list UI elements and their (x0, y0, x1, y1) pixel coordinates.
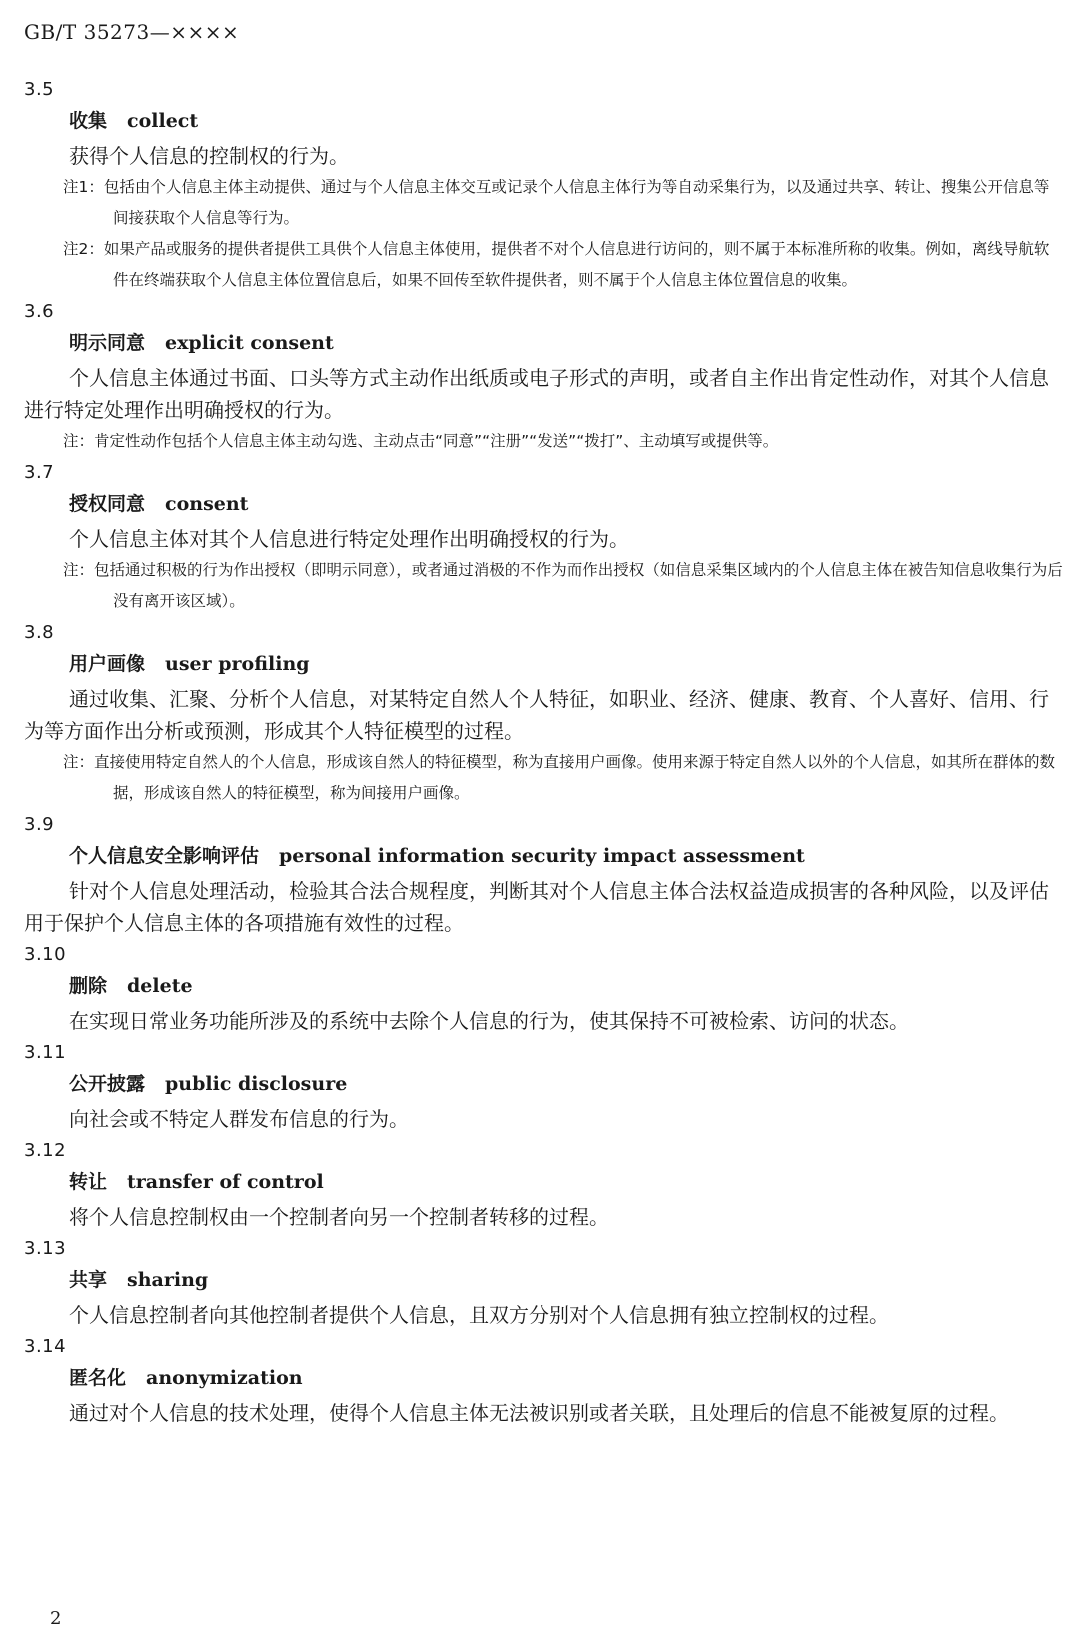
term-en: delete (127, 975, 193, 997)
note-text: 如果产品或服务的提供者提供工具供个人信息主体使用，提供者不对个人信息进行访问的，则不属于本标准所称的收集。例如，离线导航软件在终端获取个人信息主体位置信息后，如果不回传至软件提供者，则不属于个人信息主体位置信息的收集。 (103, 240, 1050, 289)
clause-number: 3.14 (24, 1336, 67, 1357)
clause-number: 3.12 (24, 1140, 67, 1161)
note-text: 肯定性动作包括个人信息主体主动勾选、主动点击“同意”“注册”“发送”“拨打”、主动填写或提供等。 (94, 432, 779, 450)
term-zh: 匿名化 (69, 1367, 127, 1389)
term-heading (24, 1169, 1064, 1197)
term-en: public disclosure (165, 1073, 348, 1095)
term-heading (24, 843, 1064, 871)
clause-number: 3.9 (24, 814, 55, 835)
term-definition: 个人信息主体通过书面、口头等方式主动作出纸质或电子形式的声明，或者自主作出肯定性动作，对其个人信息进行特定处理作出明确授权的行为。 (24, 366, 1049, 422)
definition-entry (24, 813, 1064, 943)
note-text: 包括通过积极的行为作出授权（即明示同意），或者通过消极的不作为而作出授权（如信息采集区域内的个人信息主体在被告知信息收集行为后没有离开该区域）。 (94, 561, 1063, 610)
definition-entry (24, 1335, 1064, 1433)
document-header: GB/T 35273—×××× (24, 20, 240, 44)
term-definition: 个人信息主体对其个人信息进行特定处理作出明确授权的行为。 (69, 527, 629, 551)
note-text: 包括由个人信息主体主动提供、通过与个人信息主体交互或记录个人信息主体行为等自动采集行为，以及通过共享、转让、搜集公开信息等间接获取个人信息等行为。 (103, 178, 1050, 227)
term-zh: 授权同意 (69, 493, 146, 515)
clause-number: 3.10 (24, 944, 67, 965)
term-en: personal information security impact assessment (279, 845, 805, 867)
clause-number: 3.8 (24, 622, 55, 643)
term-definition: 通过收集、汇聚、分析个人信息，对某特定自然人个人特征，如职业、经济、健康、教育、个人喜好、信用、行为等方面作出分析或预测，形成其个人特征模型的过程。 (24, 687, 1049, 743)
note-label: 注： (63, 561, 95, 579)
term-definition: 向社会或不特定人群发布信息的行为。 (69, 1107, 409, 1131)
definition-entry (24, 1041, 1064, 1139)
term-heading (24, 973, 1064, 1001)
definition-entry (24, 461, 1064, 621)
term-definition: 获得个人信息的控制权的行为。 (69, 144, 349, 168)
definition-note (24, 234, 1064, 296)
term-en: consent (165, 493, 249, 515)
definition-entry (24, 300, 1064, 461)
definition-note (24, 172, 1064, 234)
definition-note (24, 555, 1064, 617)
term-definition: 针对个人信息处理活动，检验其合法合规程度，判断其对个人信息主体合法权益造成损害的各种风险，以及评估用于保护个人信息主体的各项措施有效性的过程。 (24, 879, 1049, 935)
note-label: 注： (63, 432, 95, 450)
term-heading (24, 1365, 1064, 1393)
term-zh: 收集 (69, 110, 108, 132)
definition-entry (24, 943, 1064, 1041)
definition-entry (24, 78, 1064, 300)
term-en: user profiling (165, 653, 310, 675)
definition-entry (24, 1237, 1064, 1335)
term-heading (24, 330, 1064, 358)
definition-note (24, 747, 1064, 809)
term-heading (24, 651, 1064, 679)
term-definition: 通过对个人信息的技术处理，使得个人信息主体无法被识别或者关联，且处理后的信息不能被复原的过程。 (69, 1401, 1009, 1425)
clause-number: 3.6 (24, 301, 55, 322)
term-en: anonymization (146, 1367, 303, 1389)
clause-number: 3.5 (24, 79, 55, 100)
definitions-list (24, 78, 1064, 1433)
term-definition: 将个人信息控制权由一个控制者向另一个控制者转移的过程。 (69, 1205, 609, 1229)
term-zh: 明示同意 (69, 332, 146, 354)
note-text: 直接使用特定自然人的个人信息，形成该自然人的特征模型，称为直接用户画像。使用来源于特定自然人以外的个人信息，如其所在群体的数据，形成该自然人的特征模型，称为间接用户画像。 (94, 753, 1056, 802)
term-heading (24, 1071, 1064, 1099)
definition-note (24, 426, 1064, 457)
term-definition: 个人信息控制者向其他控制者提供个人信息，且双方分别对个人信息拥有独立控制权的过程。 (69, 1303, 889, 1327)
term-zh: 共享 (69, 1269, 108, 1291)
clause-number: 3.13 (24, 1238, 67, 1259)
note-label: 注2： (63, 240, 104, 258)
term-en: explicit consent (165, 332, 334, 354)
term-heading (24, 491, 1064, 519)
term-heading (24, 1267, 1064, 1295)
definition-entry (24, 1139, 1064, 1237)
definition-entry (24, 621, 1064, 813)
note-label: 注1： (63, 178, 104, 196)
term-en: collect (127, 110, 199, 132)
term-zh: 用户画像 (69, 653, 146, 675)
term-zh: 转让 (69, 1171, 108, 1193)
term-zh: 删除 (69, 975, 108, 997)
term-zh: 公开披露 (69, 1073, 146, 1095)
term-en: transfer of control (127, 1171, 324, 1193)
note-label: 注： (63, 753, 95, 771)
term-definition: 在实现日常业务功能所涉及的系统中去除个人信息的行为，使其保持不可被检索、访问的状态。 (69, 1009, 909, 1033)
term-en: sharing (127, 1269, 209, 1291)
page-number: 2 (50, 1608, 62, 1629)
term-heading (24, 108, 1064, 136)
clause-number: 3.7 (24, 462, 55, 483)
term-zh: 个人信息安全影响评估 (69, 845, 260, 867)
spacer (24, 1429, 1064, 1433)
clause-number: 3.11 (24, 1042, 67, 1063)
